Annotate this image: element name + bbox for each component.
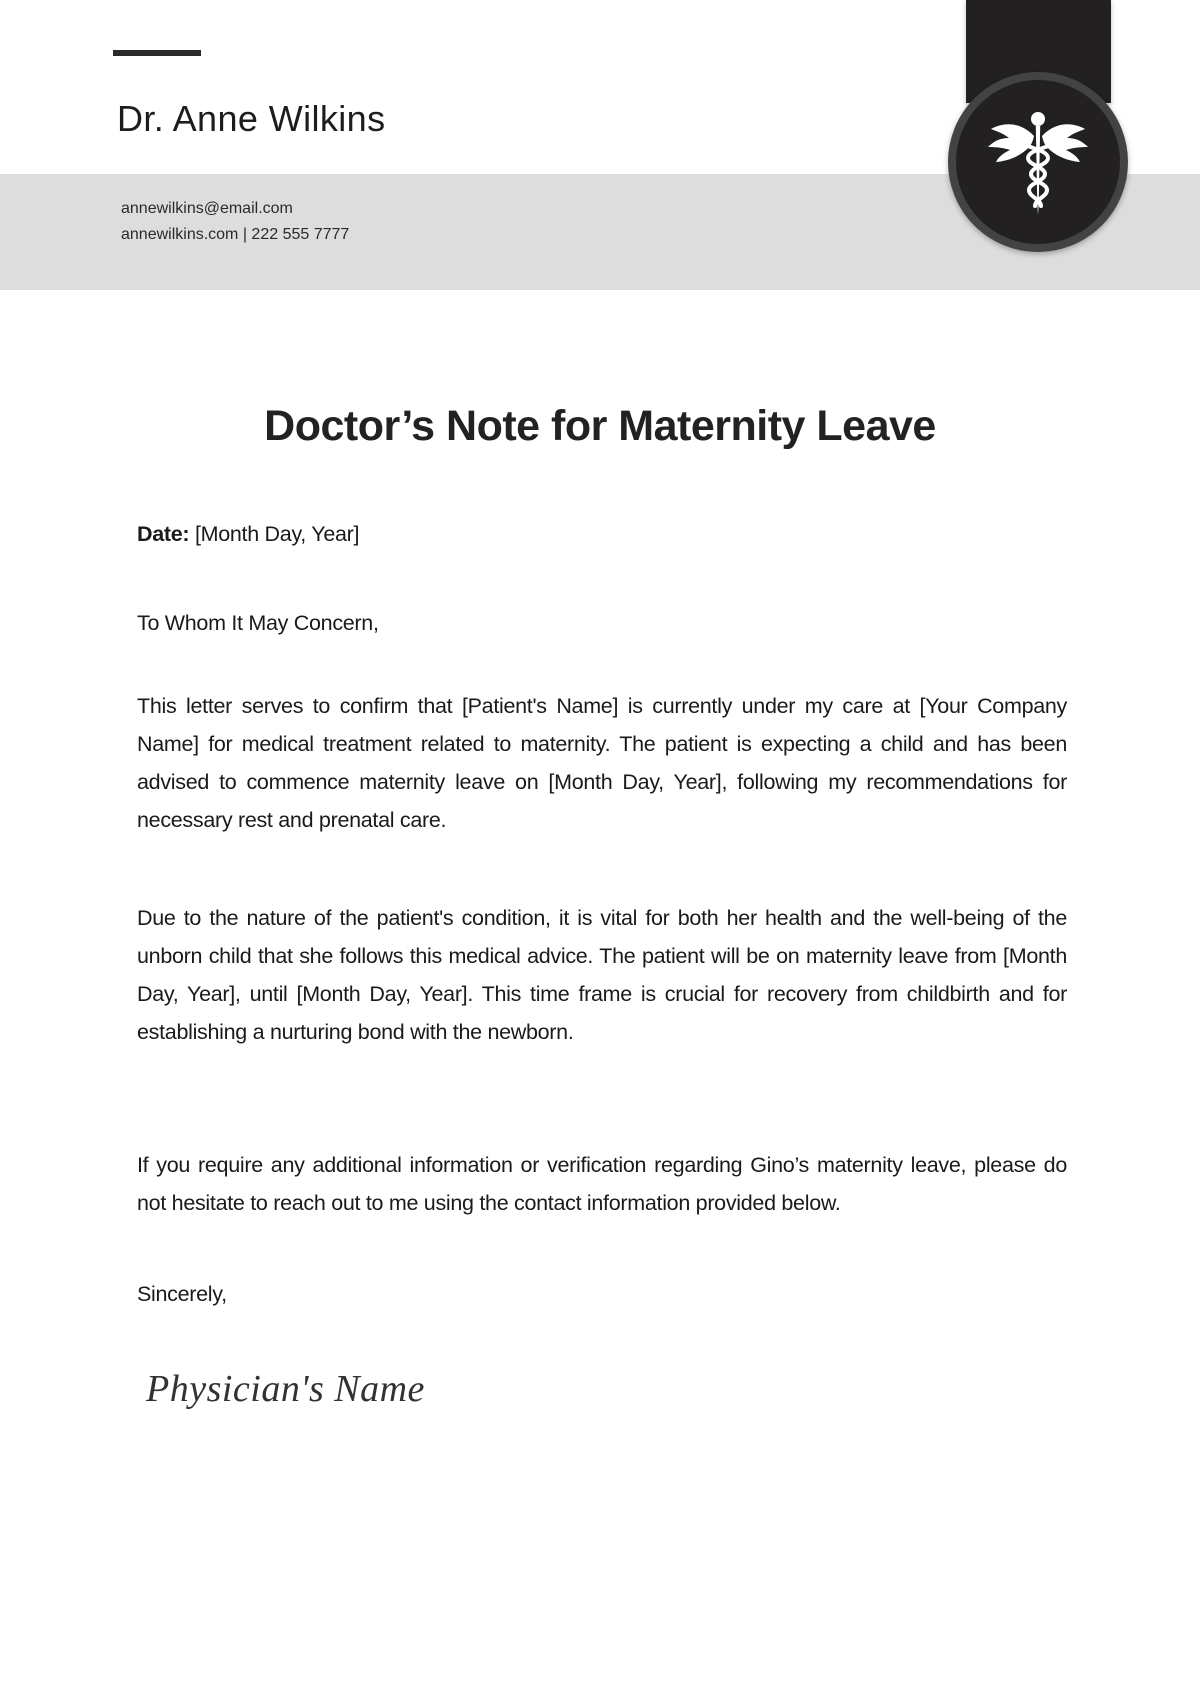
- paragraph-3: If you require any additional information or verification regarding Gino’s maternity leave, please do not hesitate to reach out to me using the contact information provided below.: [137, 1153, 1067, 1215]
- contact-block: [121, 196, 349, 248]
- paragraph-1: This letter serves to confirm that [Patient's Name] is currently under my care at [Your Company Name] for medical treatment related to maternity. The patient is expecting a child and has been advised to commence maternity leave on [Month Day, Year], following my recommendations for necessary rest and prenatal care.: [137, 694, 1067, 832]
- contact-website-phone: annewilkins.com | 222 555 7777: [121, 226, 350, 243]
- date-line: [137, 515, 1067, 553]
- caduceus-icon: [986, 110, 1090, 222]
- contact-email: annewilkins@email.com: [121, 200, 293, 217]
- accent-bar: [113, 50, 201, 56]
- paragraph-2: Due to the nature of the patient's condition, it is vital for both her health and the well-being of the unborn child that she follows this medical advice. The patient will be on maternity leave from [Month Day, Year], until [Month Day, Year]. This time frame is crucial for recovery from childbirth and for establishing a nurturing bond with the newborn.: [137, 906, 1067, 1044]
- date-value: [Month Day, Year]: [194, 522, 360, 546]
- letter-title: Doctor’s Note for Maternity Leave: [264, 402, 936, 450]
- closing: Sincerely,: [137, 1282, 227, 1306]
- doctor-name: Dr. Anne Wilkins: [117, 98, 386, 139]
- salutation: To Whom It May Concern,: [137, 611, 379, 635]
- date-label: Date:: [137, 522, 190, 546]
- physician-signature: Physician's Name: [146, 1368, 425, 1410]
